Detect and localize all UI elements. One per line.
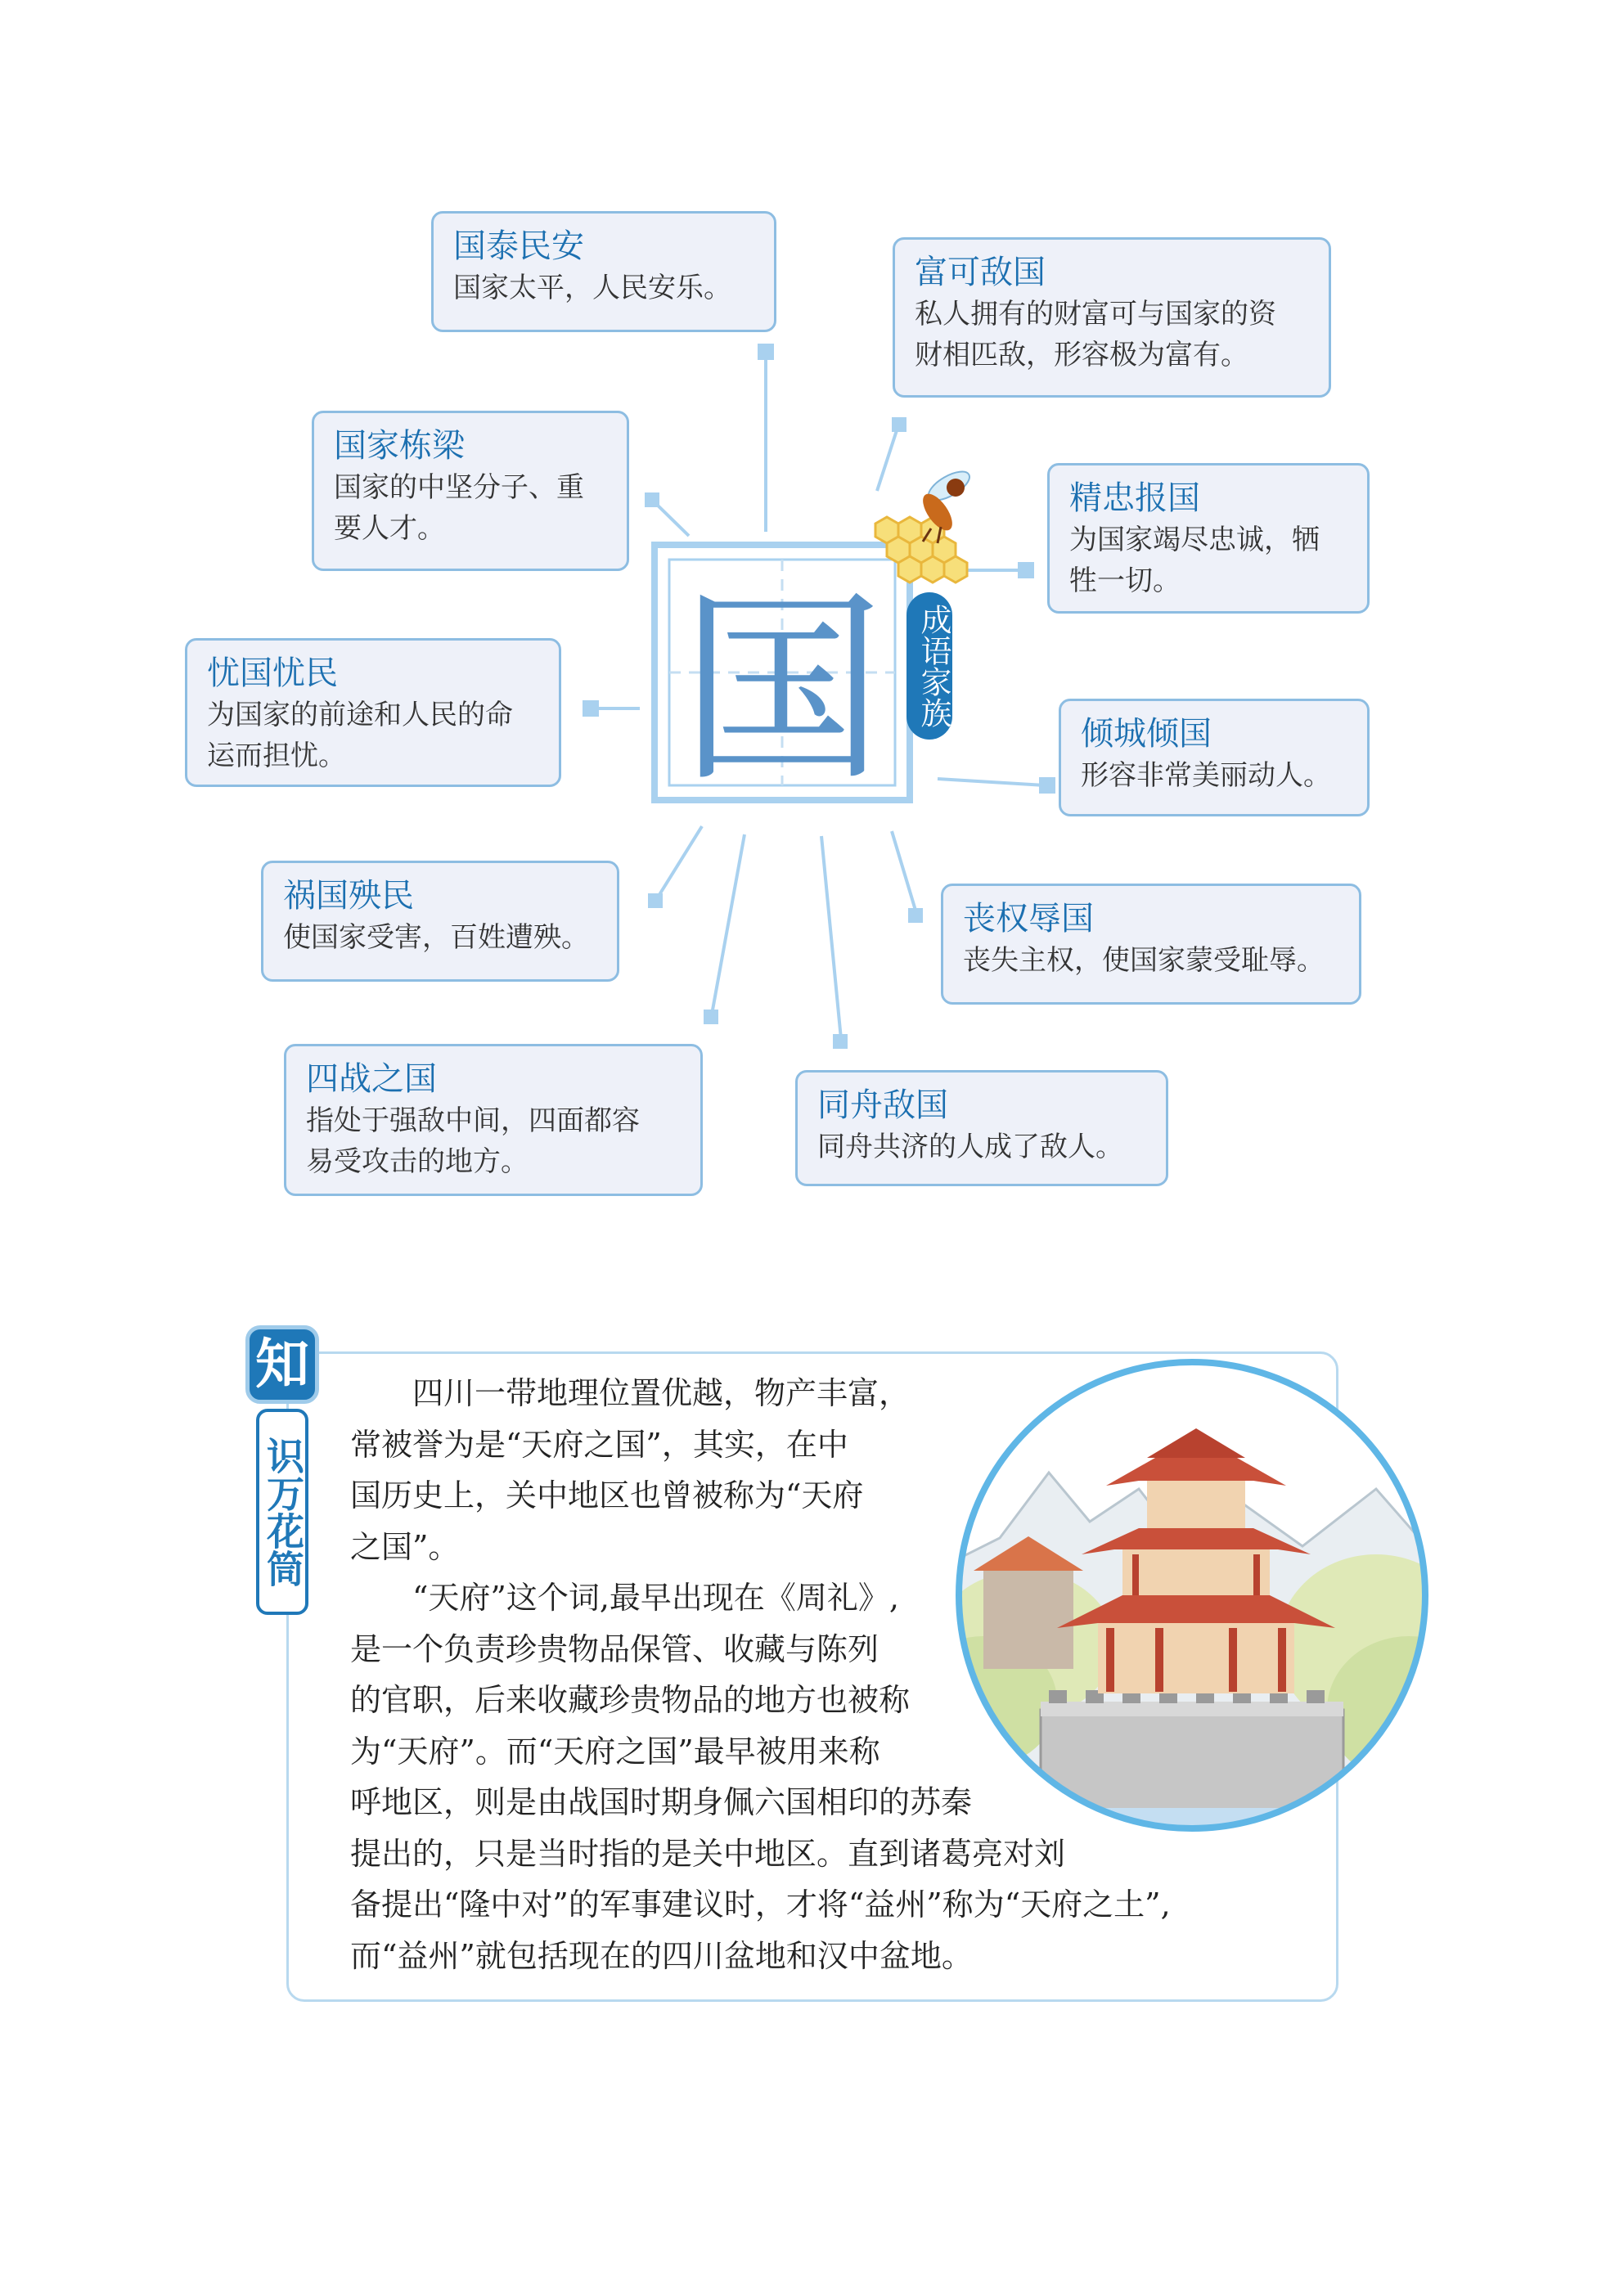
idiom-description-line: 易受攻击的地方。 bbox=[306, 1145, 529, 1178]
idiom-card bbox=[261, 861, 619, 982]
article-line: 常被誉为是“天府之国”，其实，在中 bbox=[350, 1426, 848, 1463]
idiom-title: 国泰民安 bbox=[453, 227, 584, 265]
idiom-description-line: 同舟共济的人成了敌人。 bbox=[817, 1131, 1123, 1163]
idiom-card bbox=[185, 638, 561, 787]
idiom-card bbox=[1047, 463, 1370, 614]
idiom-description-line: 国家的中坚分子、重 bbox=[334, 471, 584, 504]
connector-end bbox=[910, 910, 921, 921]
idiom-title: 国家栋梁 bbox=[334, 427, 465, 465]
article-line: 的官职，后来收藏珍贵物品的地方也被称 bbox=[350, 1682, 911, 1718]
idiom-card bbox=[941, 884, 1361, 1005]
connector-end bbox=[1041, 779, 1054, 792]
connector-end bbox=[646, 494, 658, 506]
idiom-description-line: 丧失主权，使国家蒙受耻辱。 bbox=[963, 944, 1325, 977]
connector-end bbox=[650, 895, 661, 906]
article-line bbox=[350, 1572, 1332, 1624]
idiom-description-line: 要人才。 bbox=[334, 512, 445, 545]
article-line: 之国”。 bbox=[350, 1528, 460, 1565]
idiom-title: 忧国忧民 bbox=[207, 654, 338, 692]
idiom-description-line: 形容非常美丽动人。 bbox=[1081, 759, 1331, 792]
connector-line bbox=[712, 834, 745, 1014]
idiom-title: 富可敌国 bbox=[915, 254, 1046, 291]
idiom-family-label: 成语家族 bbox=[906, 592, 952, 740]
connector-end bbox=[1019, 564, 1032, 577]
connector-end bbox=[834, 1036, 846, 1047]
idiom-description-line: 国家太平，人民安乐。 bbox=[453, 272, 731, 304]
idiom-description-line: 财相匹敌，形容极为富有。 bbox=[915, 339, 1248, 371]
idiom-title: 同舟敌国 bbox=[817, 1086, 948, 1124]
connector-line bbox=[892, 831, 916, 913]
bee-honeycomb-icon bbox=[859, 450, 990, 597]
article-line-text: 四川一带地理位置优越，物产丰富， bbox=[412, 1375, 911, 1411]
idiom-title: 倾城倾国 bbox=[1081, 715, 1212, 753]
article-line: 备提出“隆中对”的军事建议时，才将“益州”称为“天府之土”, bbox=[350, 1887, 1171, 1922]
tab-first-char: 知 bbox=[245, 1325, 319, 1404]
article-line: 国历史上，关中地区也曾被称为“天府 bbox=[350, 1477, 864, 1513]
idiom-card bbox=[284, 1044, 703, 1196]
idiom-description-line: 私人拥有的财富可与国家的资 bbox=[915, 298, 1276, 331]
connector-end bbox=[584, 702, 597, 715]
idiom-card bbox=[795, 1070, 1168, 1186]
knowledge-article bbox=[350, 1368, 1332, 1981]
article-line: 呼地区，则是由战国时期身佩六国相印的苏秦 bbox=[350, 1784, 973, 1820]
idiom-description-line: 指处于强敌中间，四面都容 bbox=[306, 1104, 640, 1137]
article-line bbox=[350, 1368, 1332, 1419]
idiom-description-line: 运而担忧。 bbox=[207, 740, 346, 772]
idiom-card bbox=[1059, 699, 1370, 816]
connector-end bbox=[893, 419, 905, 430]
central-character: 国 bbox=[680, 571, 884, 809]
idiom-title: 丧权辱国 bbox=[963, 900, 1094, 938]
article-line: 是一个负责珍贵物品保管、收藏与陈列 bbox=[350, 1630, 879, 1667]
tab-title: 识万花筒 bbox=[256, 1409, 308, 1615]
connector-line bbox=[938, 779, 1046, 785]
article-line: 为“天府”。而“天府之国”最早被用来称 bbox=[350, 1733, 880, 1770]
idiom-description-line: 牲一切。 bbox=[1069, 564, 1181, 597]
connector-line bbox=[656, 826, 702, 900]
idiom-description-line: 为国家竭尽忠诚，牺 bbox=[1069, 524, 1320, 556]
connector-end bbox=[705, 1011, 717, 1023]
idiom-description-line: 为国家的前途和人民的命 bbox=[207, 699, 513, 731]
idiom-card bbox=[893, 237, 1331, 398]
idiom-title: 精忠报国 bbox=[1069, 479, 1200, 517]
idiom-title: 祸国殃民 bbox=[283, 877, 414, 915]
idiom-card bbox=[431, 211, 776, 332]
idiom-description-line: 使国家受害，百姓遭殃。 bbox=[283, 921, 589, 954]
idiom-card bbox=[312, 411, 629, 571]
article-line: 而“益州”就包括现在的四川盆地和汉中盆地。 bbox=[350, 1937, 973, 1974]
connector-line bbox=[821, 836, 841, 1039]
article-line: 提出的，只是当时指的是关中地区。直到诸葛亮对刘 bbox=[350, 1835, 1066, 1872]
connector-end bbox=[759, 345, 772, 358]
article-line-text: “天府”这个词,最早出现在《周礼》, bbox=[412, 1580, 900, 1616]
idiom-title: 四战之国 bbox=[306, 1060, 437, 1098]
knowledge-section-tab bbox=[245, 1325, 319, 1615]
